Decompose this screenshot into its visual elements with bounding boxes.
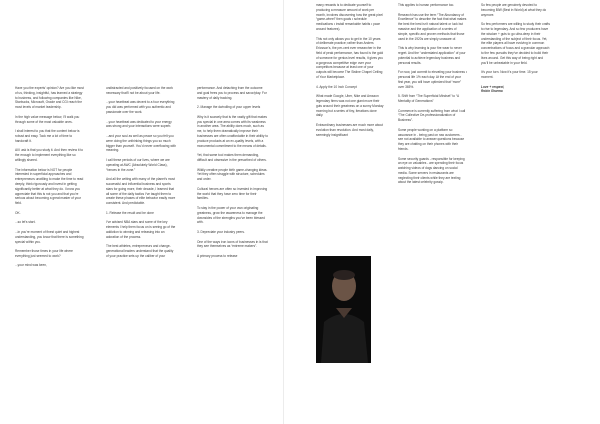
- paragraph: Remember those times in your life where everything just seemed to work?: [15, 249, 73, 258]
- paragraph: Some people working on a platform so assurance in - being past on raw customers - see not available to answer questions because they are chatting on their phones with their friends.: [398, 127, 465, 151]
- paragraph: The best athletes, entrepreneurs and change-generational leaders understand that the quality of your practice sets up the caliber of your: [106, 244, 174, 258]
- paragraph: Why is it scarcely that is the vastly gift that makes you special in one area comes with its weakness in another area. The ability does much, such as me, to help them dramatically improve their businesses are often unaffordable in their ability to produce products at an ex-quality levels, with a monumental commitment to the means of details.: [197, 114, 268, 148]
- paragraph: ...so let’s start.: [15, 220, 36, 225]
- text-column-4: [316, 3, 384, 142]
- paragraph: So few performers are willing to study their crafts to rise to legendary. And so few producers have the wisdom + guts to go ultra-deep in their understanding of the subject of their focus. Yet, the elite players all have evolving in common concentrations of focus and a granular approach to the few pursuits they’ve decided to build their lives around. Get this way of being right and you’ll be unbeatable in your field.: [481, 22, 550, 65]
- paragraph: 2. Manage the dwindling of your upper levels: [197, 105, 261, 110]
- paragraph: Wildly creative people birth game-changing ideas. Yet they often struggle with structure, schedules and order.: [197, 167, 268, 182]
- closing-line: Love + respect,: [481, 84, 505, 89]
- paragraph: ...your heartbeat was decent to a four everything you did was performed with you authentic and passionate over the work.: [106, 100, 175, 114]
- paragraph: To stay in the power of your own originating greatness, grow the awareness to manage the downsides of the strengths you’ve been blessed with.: [197, 205, 265, 225]
- paragraph: I’ve advised NBA stars and some of the key elements I help them focus on is seeing go of the addiction to winning and releasing into an adoration of the process.: [106, 220, 176, 239]
- paragraph: performance. And detaching from the outcome and goal frees you to process and savor/play. For mastery of daily tracking.: [197, 86, 267, 100]
- paragraph: Commerce is currently suffering from what I call “The Collective De-professionalization of Business”.: [398, 108, 466, 123]
- paragraph: Yet, that same tool makes them demanding, difficult and obsessive in the prescribed of others.: [197, 153, 267, 162]
- sign-off: [481, 85, 551, 95]
- paragraph: I shall interest to you that the content below is robust and easy. Took me a lot of time to handcraft it.: [15, 129, 80, 143]
- author-portrait-silhouette: [316, 256, 371, 363]
- paragraph: It’s your turn. Now it’s your time. 15 your moment.: [481, 70, 538, 79]
- text-column-2: [106, 86, 176, 263]
- paragraph: ...your mind was keen,: [15, 263, 47, 268]
- paragraph: Research has use the term “The Abundancy of Excellence” to describe the fact that what makes the best the best isn’t natural talent or luck but massive and the application of a series of simple, specific and proven methods that those used in the 1920s are simply unaware of.: [398, 12, 467, 41]
- left-page: [0, 0, 284, 424]
- paragraph: This not only allows you to get in the 10 years of deliberate practice; rather than Anders Ericsson’s, the per-cent ever researcher in the field of peak performance, has found is the gold of someone for genius level results, it gives you a gorgeous competitive edge over your competitors because at least one of your outputs will become The Sistine Chapel Ceiling of Your Marketplace.: [316, 36, 384, 79]
- paragraph: The information below is NOT for people interested in superficial approaches and entrepreneurs unwilling to make the time to read deeply, think rigorously and invest in getting significantly better at what they do. I know you appreciate that this is not you and that you’re serious about becoming a great master of your field.: [15, 167, 84, 206]
- paragraph: I call these periods of our lives, where we are operating at AWC (Absolutely World Class), “heroes in the zone.”: [106, 157, 170, 172]
- paragraph: In the high value message below, I’ll walk you through some of the most valuable ones.: [15, 114, 80, 124]
- paragraph: A primary process to release: [197, 253, 238, 258]
- paragraph: This is why learning is your fire wear to never regret. And the “understated application” of your potential to achieve legendary business and personal results.: [398, 46, 466, 65]
- paragraph: 1. Release the result and be done: [106, 210, 154, 215]
- paragraph: For now, just commit to elevating your business • personal life 1% each day. At the end of your first year, you will have optimized that “more” over 365%.: [398, 70, 467, 89]
- text-column-1: [15, 86, 84, 273]
- paragraph: One of the ways iron icons of businesses in is that they see themselves as “extreme makers”.: [197, 239, 268, 249]
- text-column-6: [481, 3, 551, 99]
- paragraph: 4. Apply the 10 Inch Concept: [316, 84, 357, 89]
- paragraph: many rewards is to dedicate yourself to producing a measure amount of work per month, involves discovering how the great pixel “game-wheel” then goals • schedule medications • install remarkable habits • pace around features).: [316, 3, 383, 31]
- paragraph: All I ask is that you study it. And then review it to the enough to implement everything like so willingly shared.: [15, 148, 84, 162]
- paragraph: Some security guards - responsible for keeping an eye on valuables - are spending their focus watching videos of dogs dancing on social media. Some servers in restaurants are neglecting their clients while they are texting about the latest celebrity gossip.: [398, 156, 465, 185]
- text-column-5: [398, 3, 467, 190]
- paragraph: OK.: [15, 210, 21, 215]
- paragraph: What made Google, Uber, Nike and Amazon legendary firms was not one giant move their guts around their greatness on a sunny Monday morning but a series of tiny, iterations done daily.: [316, 94, 384, 118]
- paragraph: Have you the experts’ opinion? Are you like most of us, thinking, insightful, has learned a strategy to business, and following companies like Nike, Starbucks, Microsoft, Oracle and CGI reach the most levels of market leadership.: [15, 86, 84, 110]
- paragraph: 5. Shift from “The Superficial Mindset” to “A Mentality of Generations”: [398, 94, 459, 103]
- author-photo: [316, 256, 371, 363]
- text-column-3: [197, 86, 268, 263]
- author-signature: Robin Sharma: [481, 89, 503, 94]
- paragraph: Cultural heroes are often so invested in improving the world that they have zero time for their families.: [197, 186, 268, 201]
- paragraph: This applies to human performance too.: [398, 3, 455, 7]
- paragraph: Extraordinary businesses are much more about evolution than revolution. And most daily, seemingly insignificant: [316, 122, 383, 137]
- paragraph: 3. Depreciate your industry peers.: [197, 229, 245, 234]
- paragraph: ...and your soul as well as peace so you felt you were doing the unthinking things you so much bigger than yourself. You’d never overflowing with meaning.: [106, 133, 176, 153]
- paragraph: ...in you’re moment of finest quiet and highest understanding, you know that there is something special within you.: [15, 229, 84, 244]
- paragraph: And all the writing with many of the planet’s most successful and influential business and sports stars for going more, their decade, I learned that all some of the daily tactics I’ve taught them to create these phases of elite behavior easily more consistent. And predictable.: [106, 177, 176, 206]
- paragraph: So few people are genuinely devoted to becoming BIW (Best in World) at what they do anymore.: [481, 3, 547, 17]
- paragraph: ...your heartbeat was dedicated to your energy was strong and your interactions were superb.: [106, 119, 172, 129]
- paragraph: undistracted and positively focused on the work necessary that’ll not be about your life.: [106, 86, 173, 95]
